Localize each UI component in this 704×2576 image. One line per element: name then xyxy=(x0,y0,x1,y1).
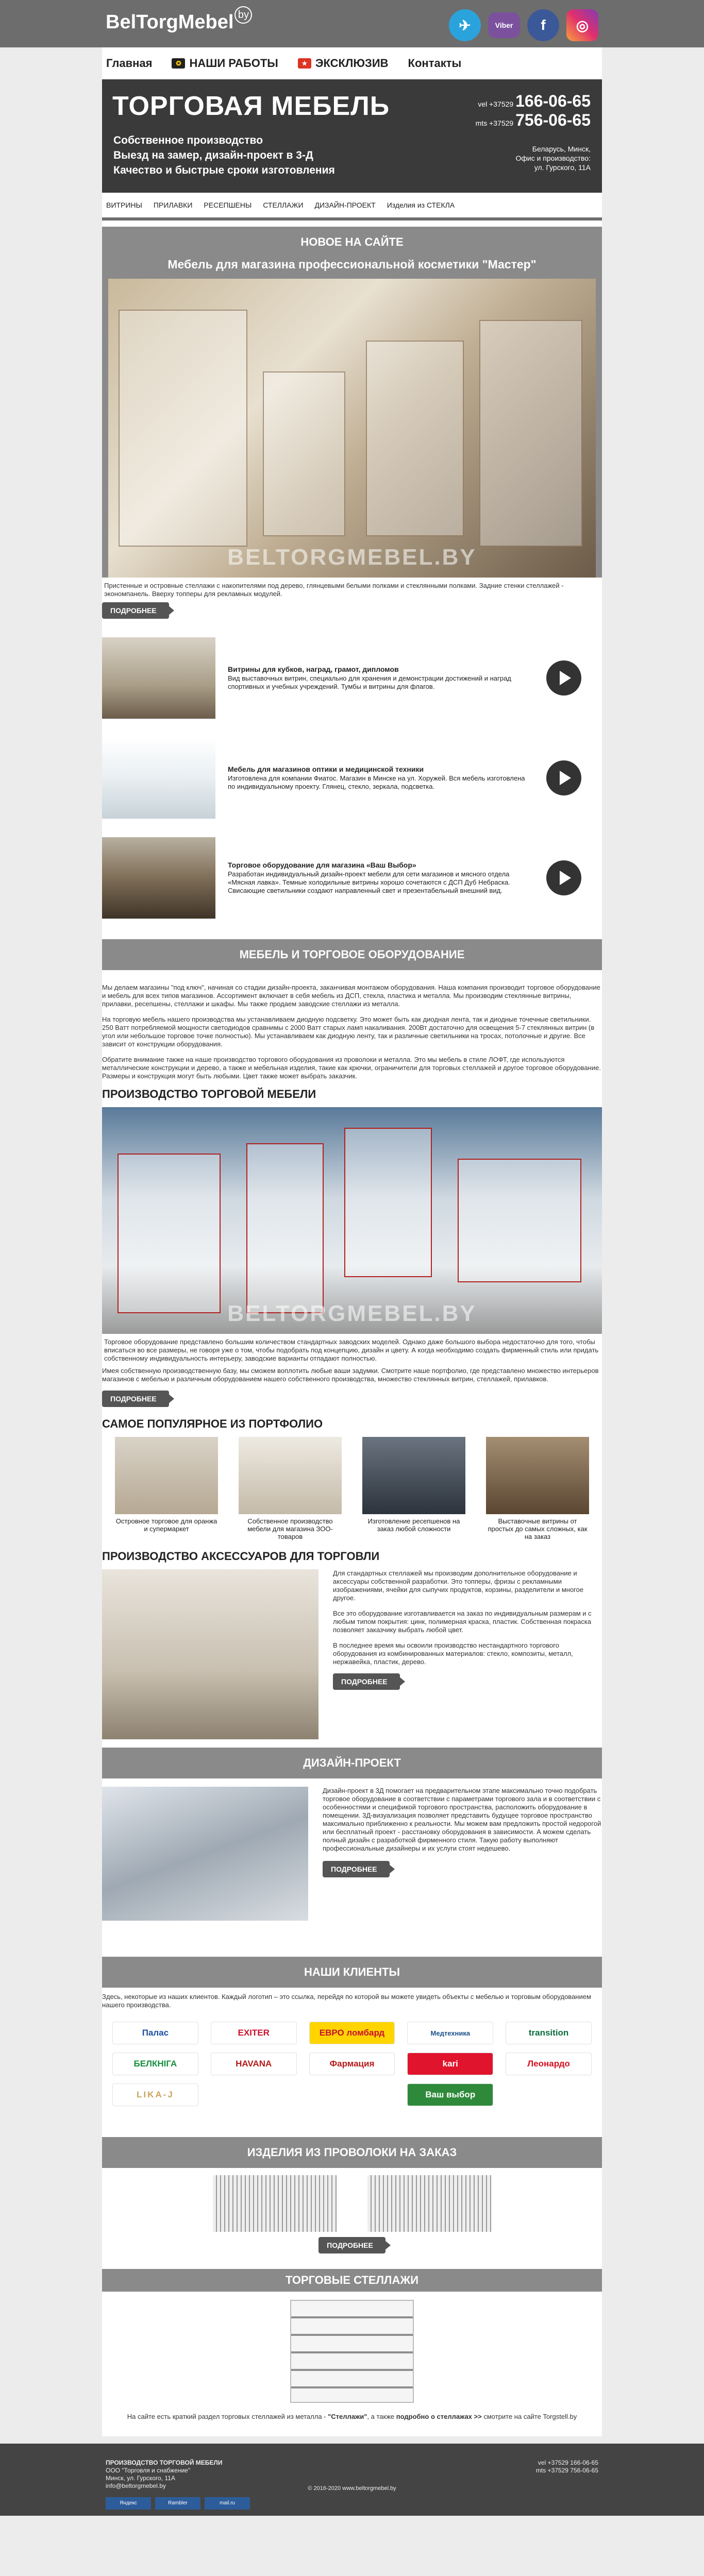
racks-section xyxy=(102,2269,602,2292)
design-section xyxy=(102,1748,602,1778)
facebook-icon[interactable]: f xyxy=(527,9,559,41)
play-icon[interactable] xyxy=(546,760,581,795)
exclusive-icon: ★ xyxy=(298,58,311,69)
clients-intro: Здесь, некоторые из наших клиентов. Каждый логотип – это ссылка, перейдя по которой вы можете увидеть объекты с мебелью и торговым оборудованием нашего производства. xyxy=(102,1993,591,2009)
wire-images xyxy=(102,2175,602,2232)
footer xyxy=(0,2444,704,2516)
counter-badge[interactable]: mail.ru xyxy=(205,2497,250,2510)
footer-left: ПРОИЗВОДСТВО ТОРГОВОЙ МЕБЕЛИ ООО "Торговля и снабжение" Минск, ул. Гурского, 11А info@beltorgmebel.by xyxy=(106,2459,223,2489)
nav-home[interactable]: Главная xyxy=(106,57,153,70)
portfolio-item[interactable]: Собственное производство мебели для магазина ЗОО-товаров xyxy=(239,1437,342,1540)
racks-text: На сайте есть краткий раздел торговых стеллажей из металла - "Стеллажи", а также подробно о стеллажах >> смотрите на сайте Torgstell.by xyxy=(127,2413,577,2420)
subnav-prilavki[interactable]: ПРИЛАВКИ xyxy=(153,201,193,209)
client-logo[interactable]: transition xyxy=(506,2022,592,2044)
client-logo[interactable]: ЕВРО ломбард xyxy=(309,2022,395,2044)
design-image[interactable] xyxy=(102,1787,308,1921)
play-icon[interactable] xyxy=(546,860,581,895)
accessories-block: Для стандартных стеллажей мы производим дополнительное оборудование и аксессуары собственной разработки. Это топперы, фризы с рекламными изображениями, ячейки для сыпучих продуктов, корзины, разделители и многое другое. Все это оборудование изготавливается на заказ по индивидуальным размерам и с любым типом покрытия: цинк, полимерная краска, пластик. Собственная покраска позволяет заказчику выбрать любой цвет. В последнее время мы освоили производство нестандартного торгового оборудования из комбинированных материалов: стекло, композиты, металл, нержавейка, пластик, дерево. ПОДРОБНЕЕ xyxy=(102,1569,602,1739)
client-logo[interactable]: Фармация xyxy=(309,2053,395,2075)
production-text: Имея собственную производственную базу, мы сможем воплотить любые ваши задумки. Смотрите наше портфолио, где представлено множество интерьеров магазинов с мебелью и различным оборудованием нашего собственного производства, множество стеклянных витрин, стеллажей, прилавков. xyxy=(102,1367,599,1383)
social-links xyxy=(449,9,598,41)
design-block: Дизайн-проект в 3Д помогает на предварительном этапе максимально точно подобрать торговое оборудование в соответствии с параметрами торгового зала и в соответствии с особенностями и спецификой торгового пространства, расположить оборудование в помещении. 3Д-визуализация позволяет представить будущее торговое пространство максимально приближенно к реальности. Мы можем вам предложить простой недорогой или бесплатный проект - расстановку оборудования в зависимости. А можем сделать полный дизайн с разработкой фирменного стиля. Такую работу выполняют профессиональные дизайнеры и их услуги стоят недешево. ПОДРОБНЕЕ xyxy=(102,1787,602,1921)
production-title: ПРОИЗВОДСТВО ТОРГОВОЙ МЕБЕЛИ xyxy=(102,1088,316,1100)
catalog-nav xyxy=(102,193,602,217)
new-more-button[interactable]: ПОДРОБНЕЕ xyxy=(102,602,169,619)
footer-phone-mts[interactable]: mts +37529 756-06-65 xyxy=(535,2467,598,2474)
portfolio-title: САМОЕ ПОПУЛЯРНОЕ ИЗ ПОРТФОЛИО xyxy=(102,1417,323,1430)
feature-item: Мебель для магазинов оптики и медицинской техники Изготовлена для компании Фиатос. Магазин в Минске на ул. Хоружей. Вся мебель изготовлена по индивидуальному проекту. Глянец, стекло, зеркала, подсветка. xyxy=(102,728,602,828)
phone-mts[interactable]: mts +37529 756-06-65 xyxy=(475,111,591,129)
nav-contacts[interactable]: Контакты xyxy=(408,57,462,70)
racks-detail-link[interactable]: подробно о стеллажах >> xyxy=(396,2413,482,2420)
hero-title: ТОРГОВАЯ МЕБЕЛЬ xyxy=(112,91,390,121)
rack-image[interactable] xyxy=(290,2300,414,2403)
portfolio-grid xyxy=(102,1437,602,1540)
clients-head: НАШИ КЛИЕНТЫ xyxy=(304,1965,400,1978)
subnav-vitriny[interactable]: ВИТРИНЫ xyxy=(106,201,142,209)
portfolio-item[interactable]: Выставочные витрины от простых до самых сложных, как на заказ xyxy=(486,1437,589,1540)
feature-thumb[interactable] xyxy=(102,737,215,819)
wire-more-button[interactable]: ПОДРОБНЕЕ xyxy=(319,2237,385,2253)
instagram-icon[interactable]: ◎ xyxy=(566,9,598,41)
top-bar xyxy=(0,0,704,47)
equip-head: МЕБЕЛЬ И ТОРГОВОЕ ОБОРУДОВАНИЕ xyxy=(239,948,465,961)
phone-velcom[interactable]: vel +37529 166-06-65 xyxy=(478,92,591,110)
hero-banner xyxy=(102,79,602,193)
main-nav xyxy=(102,47,602,79)
counter-badge[interactable]: Яндекс xyxy=(106,2497,151,2510)
production-more-button[interactable]: ПОДРОБНЕЕ xyxy=(102,1391,169,1407)
site-logo[interactable]: BelTorgMebel by xyxy=(106,11,252,34)
clients-grid xyxy=(102,2016,602,2116)
feature-item: Торговое оборудование для магазина «Ваш Выбор» Разработан индивидуальный дизайн-проект мебели для сети магазинов и мясного отдела «Мясная лавка». Темные холодильные витрины хорошо сочетаются с ДСП Дуб Небраска. Свисающие светильники создают направленный свет и презентабельный внешний вид. xyxy=(102,828,602,928)
client-logo[interactable]: Ваш выбор xyxy=(407,2083,493,2106)
new-section xyxy=(102,227,602,628)
accessories-photo[interactable] xyxy=(102,1569,319,1739)
accessories-title: ПРОИЗВОДСТВО АКСЕССУАРОВ ДЛЯ ТОРГОВЛИ xyxy=(102,1550,380,1563)
page-container xyxy=(102,47,602,2436)
subnav-glass[interactable]: Изделия из СТЕКЛА xyxy=(387,201,455,209)
new-photo[interactable] xyxy=(108,279,596,578)
new-caption: Пристенные и островные стеллажи с накопителями под дерево, глянцевыми белыми полками и стеклянными полками. Задние стенки стеллажей - экономпанель. Вверху топперы для рекламных модулей. xyxy=(104,582,564,598)
features-list xyxy=(102,628,602,928)
photo-watermark: BELTORGMEBEL.BY xyxy=(227,545,477,570)
footer-phone-velcom[interactable]: vel +37529 166-06-65 xyxy=(538,2459,598,2466)
racks-link[interactable]: "Стеллажи" xyxy=(328,2413,367,2420)
client-logo[interactable]: Медтехника xyxy=(407,2022,493,2044)
wire-head: ИЗДЕЛИЯ ИЗ ПРОВОЛОКИ НА ЗАКАЗ xyxy=(247,2146,457,2159)
design-head: ДИЗАЙН-ПРОЕКТ xyxy=(303,1756,401,1769)
accessories-more-button[interactable]: ПОДРОБНЕЕ xyxy=(333,1673,400,1690)
hero-address: Беларусь, Минск, Офис и производство: ул. Гурского, 11А xyxy=(515,145,591,172)
feature-thumb[interactable] xyxy=(102,837,215,919)
footer-email[interactable]: info@beltorgmebel.by xyxy=(106,2482,166,2489)
client-logo[interactable] xyxy=(506,2083,592,2106)
portfolio-item[interactable]: Островное торговое для оранжа и супермаркет xyxy=(115,1437,218,1540)
new-subhead: Мебель для магазина профессиональной косметики "Мастер" xyxy=(167,258,537,271)
client-logo[interactable]: kari xyxy=(407,2053,493,2075)
client-logo[interactable]: Палас xyxy=(112,2022,198,2044)
wire-image[interactable] xyxy=(213,2175,337,2232)
feature-thumb[interactable] xyxy=(102,637,215,719)
footer-badges xyxy=(106,2497,250,2510)
hero-lines: Собственное производство Выезд на замер, дизайн-проект в 3-Д Качество и быстрые сроки изготовления xyxy=(113,134,335,176)
counter-badge[interactable]: Rambler xyxy=(155,2497,200,2510)
feature-item: Витрины для кубков, наград, грамот, дипломов Вид выставочных витрин, специально для хранения и демонстрации достижений и наград спортивных и учебных учреждений. Тумбы и витрины для флагов. xyxy=(102,628,602,728)
hero-phones xyxy=(476,92,591,130)
client-logo[interactable]: БЕЛКНІГА xyxy=(112,2053,198,2075)
subnav-reseption[interactable]: РЕСЕПШЕНЫ xyxy=(204,201,252,209)
wire-image[interactable] xyxy=(367,2175,491,2232)
nav-works[interactable]: ✪ НАШИ РАБОТЫ xyxy=(172,57,278,70)
viber-icon[interactable]: Viber xyxy=(488,12,520,38)
client-logo[interactable]: LIKA-J xyxy=(112,2083,198,2106)
divider xyxy=(102,217,602,221)
racks-head: ТОРГОВЫЕ СТЕЛЛАЖИ xyxy=(285,2274,419,2286)
telegram-icon[interactable]: ✈ xyxy=(449,9,481,41)
client-logo[interactable]: EXITER xyxy=(211,2022,297,2044)
subnav-design[interactable]: ДИЗАЙН-ПРОЕКТ xyxy=(314,201,376,209)
footer-right xyxy=(536,2459,598,2475)
equip-section xyxy=(102,939,602,970)
client-logo[interactable]: Леонардо xyxy=(506,2053,592,2075)
design-more-button[interactable]: ПОДРОБНЕЕ xyxy=(323,1861,390,1877)
photo-watermark: BELTORGMEBEL.BY xyxy=(227,1301,477,1326)
portfolio-item[interactable]: Изготовление ресепшенов на заказ любой сложности xyxy=(362,1437,465,1540)
client-logo[interactable] xyxy=(211,2083,297,2106)
client-logo[interactable] xyxy=(309,2083,395,2106)
footer-copyright: © 2016-2020 www.beltorgmebel.by xyxy=(308,2485,396,2492)
new-head: НОВОЕ НА САЙТЕ xyxy=(300,235,404,248)
play-icon[interactable] xyxy=(546,660,581,696)
nav-exclusive[interactable]: ★ ЭКСКЛЮЗИВ xyxy=(298,57,389,70)
wire-section xyxy=(102,2137,602,2168)
production-photo[interactable] xyxy=(102,1107,602,1334)
clients-section xyxy=(102,1957,602,1988)
works-icon: ✪ xyxy=(172,58,185,69)
subnav-stellazhi[interactable]: СТЕЛЛАЖИ xyxy=(263,201,304,209)
equip-text: Мы делаем магазины "под ключ", начиная со стадии дизайн-проекта, заканчивая монтажом оборудования. Наша компания производит торговое оборудование и мебель для всех типов магазинов. Ассортимент включает в себя мебель из ДСП, стекла, пластика и металла. Мы производим стеклянные витрины, прилавки, ресепшены, стеллажи и шкафы. Мы также продаем заводские стеллажи из металла. На торговую мебель нашего производства мы устанавливаем диодную подсветку. Это может быть как диодная лента, так и диодные точечные светильники. 250 Ватт потребляемой мощности светодиодов сравнимы с 2000 Ватт старых ламп накаливания. 200Вт достаточно для освещения 5-7 стеклянных витрин (в угол или небольшое торговое точке полностью). Мы устанавливаем как диодную ленту, так и различные светильники на тросах, потолочные и другие. Все зависит от конструкции оборудования. Обратите внимание также на наше производство торгового оборудования из проволоки и металла. Это мы мебель в стиле ЛОФТ, где используются металлические конструкции и дерево, а также и мебельная изделия, такие как крючки, ограничители для торговых стеллажей и другое торговое оборудование. Размеры и конструкция могут быть любыми. Цвет также может выбрать заказчик. xyxy=(102,984,601,1080)
client-logo[interactable]: HAVANA xyxy=(211,2053,297,2075)
racks-block xyxy=(102,2292,602,2413)
production-caption: Торговое оборудование представлено большим количеством стандартных заводских моделей. Однако даже большого выбора недостаточно для того, чтобы вписаться во все размеры, не говоря уже о том, чтобы подобрать под концепцию, дизайн и цвету. А когда необходимо создать фирменный стиль или придать собственному индивидуальность интерьеру, заводские варианты отпадают полностью. xyxy=(104,1338,599,1362)
